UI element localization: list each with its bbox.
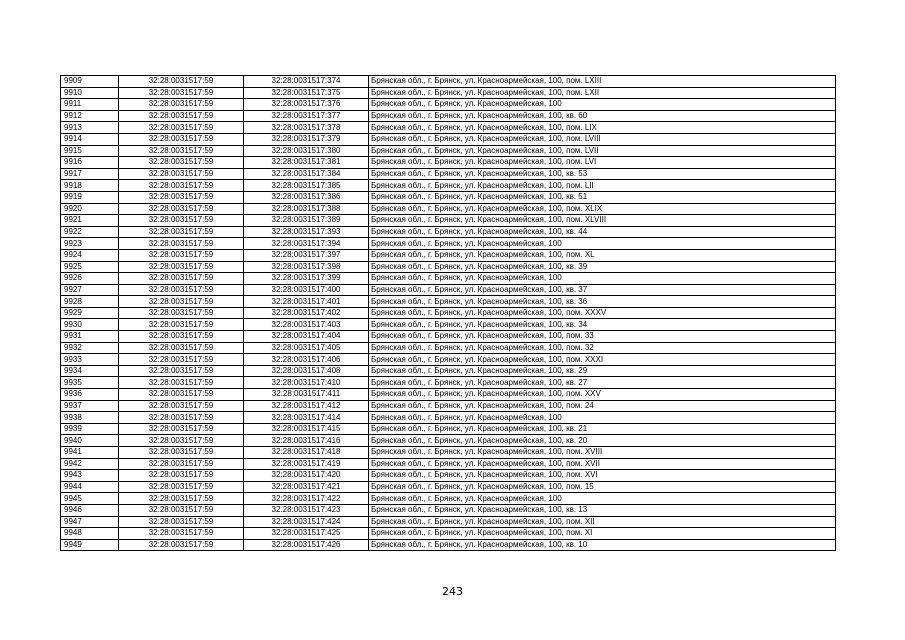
row-number-cell: 9939 [61, 423, 119, 435]
address-cell: Брянская обл., г. Брянск, ул. Красноармейская, 100, пом. LVII [369, 145, 836, 157]
row-number-cell: 9944 [61, 481, 119, 493]
parent-cadastral-number-cell: 32:28:0031517:59 [119, 331, 244, 343]
table-row [61, 168, 836, 180]
parent-cadastral-number-cell: 32:28:0031517:59 [119, 470, 244, 482]
parent-cadastral-number-cell: 32:28:0031517:59 [119, 342, 244, 354]
parent-cadastral-number-cell: 32:28:0031517:59 [119, 145, 244, 157]
row-number-cell: 9914 [61, 133, 119, 145]
parent-cadastral-number-cell: 32:28:0031517:59 [119, 389, 244, 401]
address-cell: Брянская обл., г. Брянск, ул. Красноармейская, 100 [369, 273, 836, 285]
table-row [61, 539, 836, 551]
cadastral-number-cell: 32:28:0031517:397 [244, 249, 369, 261]
row-number-cell: 9942 [61, 458, 119, 470]
row-number-cell: 9940 [61, 435, 119, 447]
table-row [61, 516, 836, 528]
parent-cadastral-number-cell: 32:28:0031517:59 [119, 99, 244, 111]
address-cell: Брянская обл., г. Брянск, ул. Красноармейская, 100, пом. XI [369, 528, 836, 540]
row-number-cell: 9927 [61, 284, 119, 296]
cadastral-number-cell: 32:28:0031517:376 [244, 99, 369, 111]
row-number-cell: 9945 [61, 493, 119, 505]
cadastral-number-cell: 32:28:0031517:400 [244, 284, 369, 296]
table-row [61, 504, 836, 516]
parent-cadastral-number-cell: 32:28:0031517:59 [119, 261, 244, 273]
parent-cadastral-number-cell: 32:28:0031517:59 [119, 504, 244, 516]
address-cell: Брянская обл., г. Брянск, ул. Красноармейская, 100, пом. XLIX [369, 203, 836, 215]
table-row [61, 458, 836, 470]
table-row [61, 87, 836, 99]
cadastral-number-cell: 32:28:0031517:426 [244, 539, 369, 551]
address-cell: Брянская обл., г. Брянск, ул. Красноармейская, 100, кв. 20 [369, 435, 836, 447]
parent-cadastral-number-cell: 32:28:0031517:59 [119, 168, 244, 180]
row-number-cell: 9922 [61, 226, 119, 238]
cadastral-number-cell: 32:28:0031517:416 [244, 435, 369, 447]
parent-cadastral-number-cell: 32:28:0031517:59 [119, 226, 244, 238]
table-row [61, 528, 836, 540]
cadastral-number-cell: 32:28:0031517:404 [244, 331, 369, 343]
cadastral-number-cell: 32:28:0031517:425 [244, 528, 369, 540]
cadastral-number-cell: 32:28:0031517:420 [244, 470, 369, 482]
cadastral-number-cell: 32:28:0031517:384 [244, 168, 369, 180]
address-cell: Брянская обл., г. Брянск, ул. Красноармейская, 100, пом. XXXI [369, 354, 836, 366]
parent-cadastral-number-cell: 32:28:0031517:59 [119, 307, 244, 319]
address-cell: Брянская обл., г. Брянск, ул. Красноармейская, 100, кв. 60 [369, 110, 836, 122]
table-row [61, 249, 836, 261]
registry-table [60, 75, 836, 551]
address-cell: Брянская обл., г. Брянск, ул. Красноармейская, 100, кв. 51 [369, 191, 836, 203]
table-row [61, 342, 836, 354]
address-cell: Брянская обл., г. Брянск, ул. Красноармейская, 100, пом. LVIII [369, 133, 836, 145]
cadastral-number-cell: 32:28:0031517:399 [244, 273, 369, 285]
address-cell: Брянская обл., г. Брянск, ул. Красноармейская, 100, пом. XLVIII [369, 215, 836, 227]
cadastral-number-cell: 32:28:0031517:380 [244, 145, 369, 157]
row-number-cell: 9911 [61, 99, 119, 111]
address-cell: Брянская обл., г. Брянск, ул. Красноармейская, 100, пом. LXIII [369, 76, 836, 88]
table-row [61, 203, 836, 215]
address-cell: Брянская обл., г. Брянск, ул. Красноармейская, 100, пом. LIX [369, 122, 836, 134]
table-row [61, 470, 836, 482]
parent-cadastral-number-cell: 32:28:0031517:59 [119, 528, 244, 540]
parent-cadastral-number-cell: 32:28:0031517:59 [119, 87, 244, 99]
table-row [61, 215, 836, 227]
table-row [61, 273, 836, 285]
cadastral-number-cell: 32:28:0031517:421 [244, 481, 369, 493]
cadastral-number-cell: 32:28:0031517:414 [244, 412, 369, 424]
row-number-cell: 9932 [61, 342, 119, 354]
address-cell: Брянская обл., г. Брянск, ул. Красноармейская, 100, пом. XXV [369, 389, 836, 401]
parent-cadastral-number-cell: 32:28:0031517:59 [119, 273, 244, 285]
parent-cadastral-number-cell: 32:28:0031517:59 [119, 447, 244, 459]
table-row [61, 296, 836, 308]
parent-cadastral-number-cell: 32:28:0031517:59 [119, 110, 244, 122]
parent-cadastral-number-cell: 32:28:0031517:59 [119, 180, 244, 192]
table-row [61, 122, 836, 134]
row-number-cell: 9930 [61, 319, 119, 331]
cadastral-number-cell: 32:28:0031517:393 [244, 226, 369, 238]
row-number-cell: 9923 [61, 238, 119, 250]
table-row [61, 400, 836, 412]
cadastral-number-cell: 32:28:0031517:423 [244, 504, 369, 516]
cadastral-number-cell: 32:28:0031517:424 [244, 516, 369, 528]
cadastral-number-cell: 32:28:0031517:386 [244, 191, 369, 203]
parent-cadastral-number-cell: 32:28:0031517:59 [119, 238, 244, 250]
cadastral-number-cell: 32:28:0031517:374 [244, 76, 369, 88]
cadastral-number-cell: 32:28:0031517:412 [244, 400, 369, 412]
parent-cadastral-number-cell: 32:28:0031517:59 [119, 435, 244, 447]
row-number-cell: 9946 [61, 504, 119, 516]
row-number-cell: 9917 [61, 168, 119, 180]
cadastral-number-cell: 32:28:0031517:394 [244, 238, 369, 250]
address-cell: Брянская обл., г. Брянск, ул. Красноармейская, 100, пом. LVI [369, 157, 836, 169]
address-cell: Брянская обл., г. Брянск, ул. Красноармейская, 100, кв. 13 [369, 504, 836, 516]
cadastral-number-cell: 32:28:0031517:403 [244, 319, 369, 331]
table-row [61, 238, 836, 250]
row-number-cell: 9925 [61, 261, 119, 273]
table-row [61, 389, 836, 401]
address-cell: Брянская обл., г. Брянск, ул. Красноармейская, 100, кв. 21 [369, 423, 836, 435]
address-cell: Брянская обл., г. Брянск, ул. Красноармейская, 100, кв. 44 [369, 226, 836, 238]
row-number-cell: 9931 [61, 331, 119, 343]
row-number-cell: 9921 [61, 215, 119, 227]
cadastral-number-cell: 32:28:0031517:378 [244, 122, 369, 134]
table-row [61, 435, 836, 447]
table-row [61, 110, 836, 122]
table-row [61, 180, 836, 192]
cadastral-number-cell: 32:28:0031517:385 [244, 180, 369, 192]
table-row [61, 133, 836, 145]
cadastral-number-cell: 32:28:0031517:410 [244, 377, 369, 389]
table-row [61, 284, 836, 296]
row-number-cell: 9937 [61, 400, 119, 412]
row-number-cell: 9938 [61, 412, 119, 424]
parent-cadastral-number-cell: 32:28:0031517:59 [119, 133, 244, 145]
cadastral-number-cell: 32:28:0031517:406 [244, 354, 369, 366]
table-row [61, 145, 836, 157]
address-cell: Брянская обл., г. Брянск, ул. Красноармейская, 100, пом. XVIII [369, 447, 836, 459]
cadastral-number-cell: 32:28:0031517:401 [244, 296, 369, 308]
cadastral-number-cell: 32:28:0031517:389 [244, 215, 369, 227]
row-number-cell: 9919 [61, 191, 119, 203]
cadastral-number-cell: 32:28:0031517:422 [244, 493, 369, 505]
address-cell: Брянская обл., г. Брянск, ул. Красноармейская, 100, кв. 36 [369, 296, 836, 308]
address-cell: Брянская обл., г. Брянск, ул. Красноармейская, 100, кв. 53 [369, 168, 836, 180]
row-number-cell: 9943 [61, 470, 119, 482]
cadastral-number-cell: 32:28:0031517:405 [244, 342, 369, 354]
address-cell: Брянская обл., г. Брянск, ул. Красноармейская, 100, кв. 34 [369, 319, 836, 331]
parent-cadastral-number-cell: 32:28:0031517:59 [119, 215, 244, 227]
table-row [61, 354, 836, 366]
address-cell: Брянская обл., г. Брянск, ул. Красноармейская, 100, пом. XL [369, 249, 836, 261]
row-number-cell: 9928 [61, 296, 119, 308]
cadastral-number-cell: 32:28:0031517:375 [244, 87, 369, 99]
table-row [61, 307, 836, 319]
row-number-cell: 9924 [61, 249, 119, 261]
address-cell: Брянская обл., г. Брянск, ул. Красноармейская, 100 [369, 238, 836, 250]
cadastral-number-cell: 32:28:0031517:377 [244, 110, 369, 122]
row-number-cell: 9913 [61, 122, 119, 134]
address-cell: Брянская обл., г. Брянск, ул. Красноармейская, 100, кв. 29 [369, 365, 836, 377]
cadastral-number-cell: 32:28:0031517:381 [244, 157, 369, 169]
parent-cadastral-number-cell: 32:28:0031517:59 [119, 377, 244, 389]
parent-cadastral-number-cell: 32:28:0031517:59 [119, 122, 244, 134]
address-cell: Брянская обл., г. Брянск, ул. Красноармейская, 100, кв. 10 [369, 539, 836, 551]
table-row [61, 423, 836, 435]
address-cell: Брянская обл., г. Брянск, ул. Красноармейская, 100 [369, 412, 836, 424]
parent-cadastral-number-cell: 32:28:0031517:59 [119, 423, 244, 435]
address-cell: Брянская обл., г. Брянск, ул. Красноармейская, 100, пом. 32 [369, 342, 836, 354]
address-cell: Брянская обл., г. Брянск, ул. Красноармейская, 100, пом. 15 [369, 481, 836, 493]
parent-cadastral-number-cell: 32:28:0031517:59 [119, 319, 244, 331]
row-number-cell: 9920 [61, 203, 119, 215]
table-row [61, 447, 836, 459]
cadastral-number-cell: 32:28:0031517:402 [244, 307, 369, 319]
row-number-cell: 9918 [61, 180, 119, 192]
address-cell: Брянская обл., г. Брянск, ул. Красноармейская, 100, пом. 33 [369, 331, 836, 343]
row-number-cell: 9935 [61, 377, 119, 389]
parent-cadastral-number-cell: 32:28:0031517:59 [119, 481, 244, 493]
parent-cadastral-number-cell: 32:28:0031517:59 [119, 296, 244, 308]
parent-cadastral-number-cell: 32:28:0031517:59 [119, 493, 244, 505]
parent-cadastral-number-cell: 32:28:0031517:59 [119, 354, 244, 366]
table-row [61, 157, 836, 169]
table-row [61, 76, 836, 88]
address-cell: Брянская обл., г. Брянск, ул. Красноармейская, 100, пом. XVI [369, 470, 836, 482]
table-row [61, 481, 836, 493]
table-row [61, 331, 836, 343]
parent-cadastral-number-cell: 32:28:0031517:59 [119, 539, 244, 551]
cadastral-number-cell: 32:28:0031517:418 [244, 447, 369, 459]
row-number-cell: 9912 [61, 110, 119, 122]
row-number-cell: 9941 [61, 447, 119, 459]
table-row [61, 261, 836, 273]
cadastral-number-cell: 32:28:0031517:415 [244, 423, 369, 435]
address-cell: Брянская обл., г. Брянск, ул. Красноармейская, 100, кв. 37 [369, 284, 836, 296]
parent-cadastral-number-cell: 32:28:0031517:59 [119, 203, 244, 215]
page-number: 243 [442, 585, 463, 598]
table-row [61, 319, 836, 331]
table-row [61, 493, 836, 505]
cadastral-number-cell: 32:28:0031517:411 [244, 389, 369, 401]
address-cell: Брянская обл., г. Брянск, ул. Красноармейская, 100, пом. XVII [369, 458, 836, 470]
row-number-cell: 9929 [61, 307, 119, 319]
cadastral-number-cell: 32:28:0031517:419 [244, 458, 369, 470]
row-number-cell: 9926 [61, 273, 119, 285]
table-row [61, 412, 836, 424]
row-number-cell: 9948 [61, 528, 119, 540]
cadastral-number-cell: 32:28:0031517:388 [244, 203, 369, 215]
parent-cadastral-number-cell: 32:28:0031517:59 [119, 157, 244, 169]
address-cell: Брянская обл., г. Брянск, ул. Красноармейская, 100, пом. LII [369, 180, 836, 192]
registry-table-body [61, 76, 836, 551]
row-number-cell: 9936 [61, 389, 119, 401]
address-cell: Брянская обл., г. Брянск, ул. Красноармейская, 100, пом. XII [369, 516, 836, 528]
address-cell: Брянская обл., г. Брянск, ул. Красноармейская, 100, пом. LXII [369, 87, 836, 99]
table-row [61, 226, 836, 238]
cadastral-number-cell: 32:28:0031517:398 [244, 261, 369, 273]
row-number-cell: 9915 [61, 145, 119, 157]
address-cell: Брянская обл., г. Брянск, ул. Красноармейская, 100, кв. 27 [369, 377, 836, 389]
row-number-cell: 9933 [61, 354, 119, 366]
row-number-cell: 9909 [61, 76, 119, 88]
cadastral-number-cell: 32:28:0031517:379 [244, 133, 369, 145]
parent-cadastral-number-cell: 32:28:0031517:59 [119, 249, 244, 261]
row-number-cell: 9949 [61, 539, 119, 551]
row-number-cell: 9947 [61, 516, 119, 528]
table-row [61, 365, 836, 377]
address-cell: Брянская обл., г. Брянск, ул. Красноармейская, 100 [369, 99, 836, 111]
row-number-cell: 9910 [61, 87, 119, 99]
parent-cadastral-number-cell: 32:28:0031517:59 [119, 365, 244, 377]
parent-cadastral-number-cell: 32:28:0031517:59 [119, 191, 244, 203]
address-cell: Брянская обл., г. Брянск, ул. Красноармейская, 100 [369, 493, 836, 505]
parent-cadastral-number-cell: 32:28:0031517:59 [119, 412, 244, 424]
parent-cadastral-number-cell: 32:28:0031517:59 [119, 516, 244, 528]
parent-cadastral-number-cell: 32:28:0031517:59 [119, 400, 244, 412]
address-cell: Брянская обл., г. Брянск, ул. Красноармейская, 100, кв. 39 [369, 261, 836, 273]
table-row [61, 99, 836, 111]
parent-cadastral-number-cell: 32:28:0031517:59 [119, 76, 244, 88]
row-number-cell: 9916 [61, 157, 119, 169]
address-cell: Брянская обл., г. Брянск, ул. Красноармейская, 100, пом. 24 [369, 400, 836, 412]
table-row [61, 191, 836, 203]
parent-cadastral-number-cell: 32:28:0031517:59 [119, 284, 244, 296]
cadastral-number-cell: 32:28:0031517:408 [244, 365, 369, 377]
table-row [61, 377, 836, 389]
row-number-cell: 9934 [61, 365, 119, 377]
parent-cadastral-number-cell: 32:28:0031517:59 [119, 458, 244, 470]
address-cell: Брянская обл., г. Брянск, ул. Красноармейская, 100, пом. XXXV [369, 307, 836, 319]
